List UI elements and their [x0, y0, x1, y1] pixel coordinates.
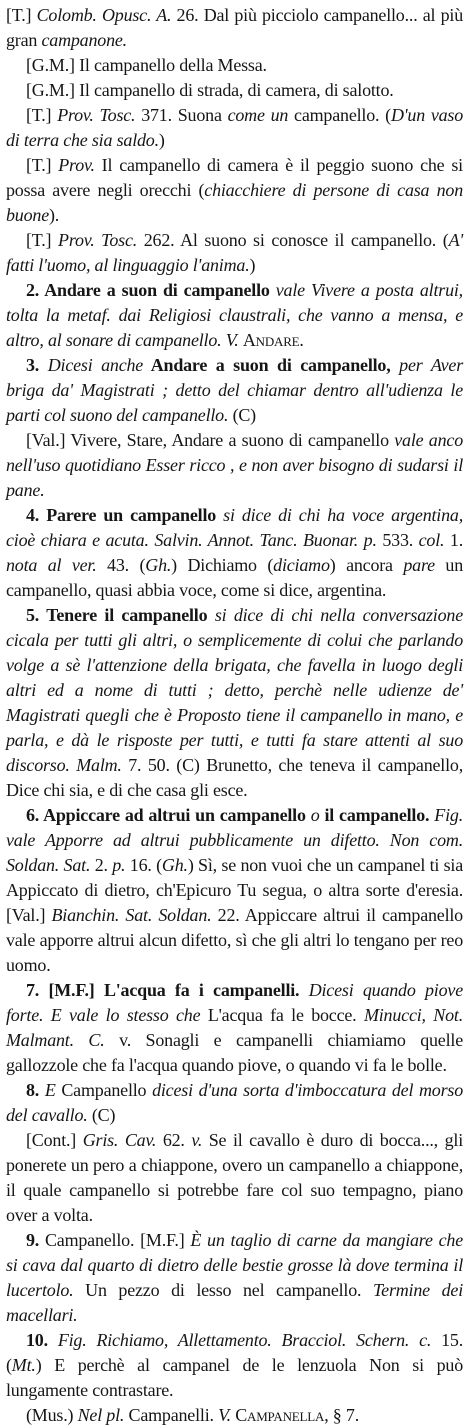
- entry-text-run: Prov.: [58, 155, 95, 175]
- entry-text-run: Mt.: [11, 1355, 36, 1375]
- dictionary-entry: [6, 53, 463, 78]
- dictionary-entry: [6, 503, 463, 603]
- dictionary-entry: [6, 353, 463, 428]
- entry-text-run: V.: [221, 330, 243, 350]
- entry-text-run: Nel pl.: [77, 1405, 125, 1425]
- dictionary-entry: [6, 978, 463, 1078]
- entry-text-run: v. Sonagli e campanelli chiamiamo quelle gallozzole che fa l'acqua quando piove, o quando vi fa le bolle.: [6, 1030, 463, 1075]
- entry-text-run: [T.]: [26, 155, 59, 175]
- entry-text-run: [G.M.] Il campanello di strada, di camera, di salotto.: [26, 80, 394, 100]
- entry-text-run: un campanello, quasi abbia voce, come si dice, argentina.: [6, 555, 464, 600]
- entry-text-run: [Cont.]: [26, 1130, 83, 1150]
- entry-text-run: E: [44, 1080, 56, 1100]
- entry-text-run: Vivere a posta altrui, tolta la metaf. dai Religiosi claustrali, che vanno a mensa, e altro, al sonare di campanello.: [6, 280, 463, 350]
- entry-text-run: [T.]: [26, 105, 58, 125]
- entry-text-run: [Val.] Vivere, Stare, Andare a suono di campanello: [26, 430, 395, 450]
- entry-text-run: si dice di chi nella conversazione cicala per tutti gli altri, o semplicemente di colui che parlando volge a sè l'attenzione della brigata, che favella in luogo degli altri ed a nome di tutti ; detto, perchè nelle udienze de' Magistrati quegli che è Proposto tiene il campanello in mano, e parla, e dà le risposte per tutti, e tutti fa stare attenti al suo discorso. Malm.: [6, 605, 463, 775]
- entry-text-run: (C): [87, 1105, 116, 1125]
- entry-text-run: 533.: [376, 530, 419, 550]
- entry-text-run: Gris. Cav.: [82, 1130, 157, 1150]
- entry-text-run: 1.: [444, 530, 464, 550]
- entry-text-run: 7. 50. (C) Brunetto, che teneva il campanello, Dice chi sia, e di che casa gli esce.: [6, 755, 464, 800]
- entry-text-run: pare: [403, 555, 435, 575]
- dictionary-entry: [6, 1128, 463, 1228]
- entry-text-run: Campanello. [M.F.]: [44, 1230, 191, 1250]
- dictionary-entry: [6, 103, 463, 153]
- entry-text-run: Fig. vale Apporre ad altrui pubblicamente un difetto. Non com. Soldan. Sat.: [6, 805, 463, 875]
- dictionary-entry: [6, 603, 463, 803]
- entry-text-run: [G.M.] Il campanello della Messa.: [26, 55, 267, 75]
- entry-text-run: vale anco nell'uso quotidiano Esser ricco , e non aver bisogno di sudarsi il pane.: [6, 430, 463, 500]
- entry-text-run: 7.: [26, 980, 49, 1000]
- entry-text-run: v.: [191, 1130, 203, 1150]
- entry-text-run: ) Sì, se non vuoi che un campanel ti sia Appiccato di dietro, ch'Epicuro Tu segua, o altra sorte d'eresia. [Val.]: [6, 855, 464, 925]
- entry-text-run: L'acqua fa le bocce.: [200, 1005, 364, 1025]
- entry-text-run: Minucci, Not. Malmant. C.: [6, 1005, 463, 1050]
- entry-text-run: Appiccare ad altrui un campanello: [43, 805, 306, 825]
- entry-text-run: 22. Appiccare altrui il campanello vale apporre altrui alcun difetto, sì che gli altri lo tengano per reo uomo.: [6, 905, 463, 975]
- entry-text-run: 2.: [26, 280, 45, 300]
- entry-text-run: D'un vaso di terra che sia saldo.: [6, 105, 464, 150]
- entry-text-run: il campanello.: [324, 805, 430, 825]
- entry-text-run: 8.: [26, 1080, 45, 1100]
- dictionary-entry: [6, 153, 463, 228]
- entry-text-run: Colomb. Opusc. A.: [36, 5, 172, 25]
- dictionary-entry: [6, 1228, 463, 1328]
- entry-text-run: p.: [112, 855, 126, 875]
- entry-text-run: come un: [227, 105, 289, 125]
- entry-text-run: Gh.: [145, 555, 172, 575]
- entry-text-run: 371. Suona: [135, 105, 228, 125]
- entry-text-run: Fig. Richiamo, Allettamento. Bracciol. Schern. c.: [57, 1330, 432, 1350]
- entry-text-run: Andare a suon di campanello,: [143, 355, 400, 375]
- entry-text-run: campanello. (: [288, 105, 391, 125]
- entry-text-run: o: [305, 805, 325, 825]
- entry-text-run: per Aver briga da' Magistrati ; detto del chiamar dentro all'udienza le parti col suono del campanello.: [6, 355, 463, 425]
- entry-text-run: col.: [418, 530, 445, 550]
- entry-text-run: Andare a suon di campanello: [44, 280, 270, 300]
- entry-text-run: Andare: [242, 330, 300, 350]
- entry-text-run: 10.: [26, 1330, 58, 1350]
- entry-text-run: ) E perchè al campanel de le lenzuola Non si può lungamente contrastare.: [6, 1355, 463, 1400]
- dictionary-entry: [6, 1078, 463, 1128]
- entry-text-run: Gh.: [161, 855, 188, 875]
- entry-text-run: ) Dichiamo (: [171, 555, 274, 575]
- entry-text-run: Dicesi quando piove forte. E vale lo stesso che: [6, 980, 463, 1025]
- entry-text-run: dicesi d'una sorta d'imboccatura del morso del cavallo.: [6, 1080, 464, 1125]
- dictionary-entry: [6, 3, 463, 53]
- entry-text-run: 15. (: [6, 1330, 464, 1375]
- dictionary-entry: [6, 428, 463, 503]
- entry-text-run: 6.: [26, 805, 44, 825]
- entry-text-run: ): [158, 130, 165, 150]
- dictionary-entry: [6, 78, 463, 103]
- entry-text-run: ): [249, 255, 256, 275]
- entry-text-run: A' fatti l'uomo, al linguaggio l'anima.: [6, 230, 464, 275]
- entry-text-run: chiacchiere di persone di casa non buone: [6, 180, 463, 225]
- entry-text-run: Parere un campanello: [46, 505, 217, 525]
- entry-text-run: Se il cavallo è duro di bocca..., gli ponerete un pero a chiappone, overo un campanello a chiappone, il quale campanello si potrebbe fare col suo tempagno, piano over a volta.: [6, 1130, 463, 1225]
- entry-text-run: 9.: [26, 1230, 45, 1250]
- dictionary-entry: [6, 228, 463, 278]
- entry-text-run: È un taglio di carne da mangiare che si cava dal quarto di dietro delle bestie grosse là dove termina il lucertolo.: [6, 1230, 463, 1300]
- dictionary-entry: [6, 1403, 463, 1428]
- entry-text-run: Campanelli.: [124, 1405, 219, 1425]
- entry-text-run: [T.]: [26, 230, 59, 250]
- entry-text-run: 2.: [90, 855, 113, 875]
- entry-text-run: campanone.: [41, 30, 127, 50]
- entry-text-run: Un pezzo di lesso nel campanello.: [73, 1280, 373, 1300]
- dictionary-entry: [6, 803, 463, 978]
- entry-text-run: diciamo: [273, 555, 330, 575]
- entry-text-run: 5.: [26, 605, 47, 625]
- entry-text-run: [M.F.] L'acqua fa i campanelli.: [48, 980, 300, 1000]
- entry-text-run: Termine dei macellari.: [6, 1280, 463, 1325]
- entry-text-run: 3.: [26, 355, 48, 375]
- entry-text-run: (C): [228, 405, 256, 425]
- entry-text-run: Bianchin. Sat. Soldan.: [51, 905, 212, 925]
- entry-text-run: 4.: [26, 505, 47, 525]
- entry-text-run: si dice di chi ha voce argentina, cioè chiara e acuta. Salvin. Annot. Tanc. Buonar. p.: [6, 505, 463, 550]
- entry-text-run: vale: [269, 280, 312, 300]
- entry-text-run: 16. (: [125, 855, 162, 875]
- dictionary-entry: [6, 1328, 463, 1403]
- entry-text-run: ).: [49, 205, 60, 225]
- entry-text-run: ) ancora: [329, 555, 404, 575]
- entry-text-run: , § 7.: [324, 1405, 359, 1425]
- dictionary-entry: [6, 278, 463, 353]
- entry-text-run: 262. Al suono si conosce il campanello. (: [137, 230, 449, 250]
- entry-text-run: Dicesi anche: [47, 355, 144, 375]
- entry-text-run: Campanello: [55, 1080, 153, 1100]
- entry-text-run: Tenere il campanello: [46, 605, 208, 625]
- entry-text-run: 26. Dal più picciolo campanello... al più gran: [6, 5, 463, 50]
- entry-text-run: V.: [218, 1405, 231, 1425]
- entry-text-run: Prov. Tosc.: [58, 230, 138, 250]
- entry-text-run: nota al ver.: [6, 555, 97, 575]
- entry-text-run: 43. (: [96, 555, 146, 575]
- entry-text-run: 62.: [156, 1130, 192, 1150]
- entry-text-run: (Mus.): [26, 1405, 78, 1425]
- entry-text-run: Prov. Tosc.: [57, 105, 136, 125]
- entry-text-run: .: [299, 330, 304, 350]
- entry-text-run: [T.]: [6, 5, 37, 25]
- entry-text-run: Il campanello di camera è il peggio suono che si possa avere negli orecchi (: [6, 155, 463, 200]
- entry-text-run: Campanella: [235, 1405, 325, 1425]
